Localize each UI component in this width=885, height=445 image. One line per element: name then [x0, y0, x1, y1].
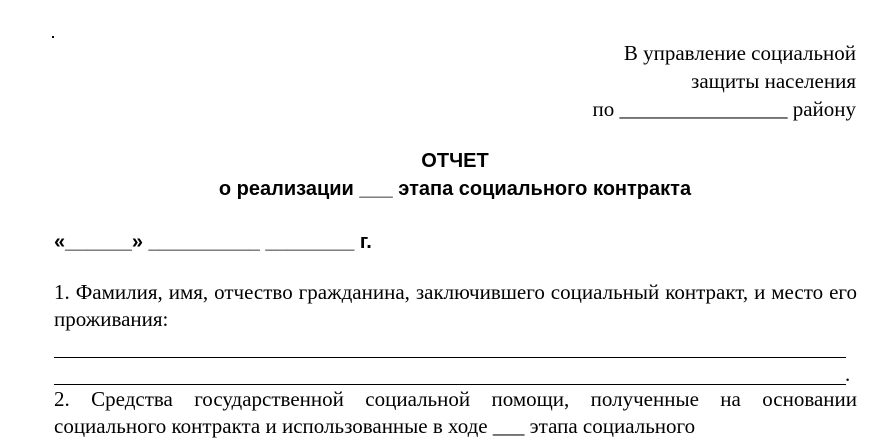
section-2-text: 2. Средства государственной социальной помощи, полученные на основании социального контракта и использованные в ходе ___ этапа социального [54, 387, 857, 438]
report-subtitle: о реализации ___ этапа социального контракта [218, 178, 692, 200]
stray-mark [52, 36, 54, 38]
fill-in-line-2 [54, 384, 846, 385]
report-title: ОТЧЕТ [421, 150, 489, 172]
recipient-line-1: В управление социальной [623, 41, 856, 65]
recipient-line-3: по ________________ району [592, 97, 856, 121]
fill-in-line-end-period: . [845, 362, 851, 386]
recipient-line-2: защиты населения [691, 69, 856, 93]
section-1-text: 1. Фамилия, имя, отчество гражданина, заключившего социальный контракт, и место его проживания: [54, 280, 857, 331]
date-line: «______» __________ ________ г. [54, 231, 372, 253]
fill-in-line-1 [54, 357, 846, 358]
